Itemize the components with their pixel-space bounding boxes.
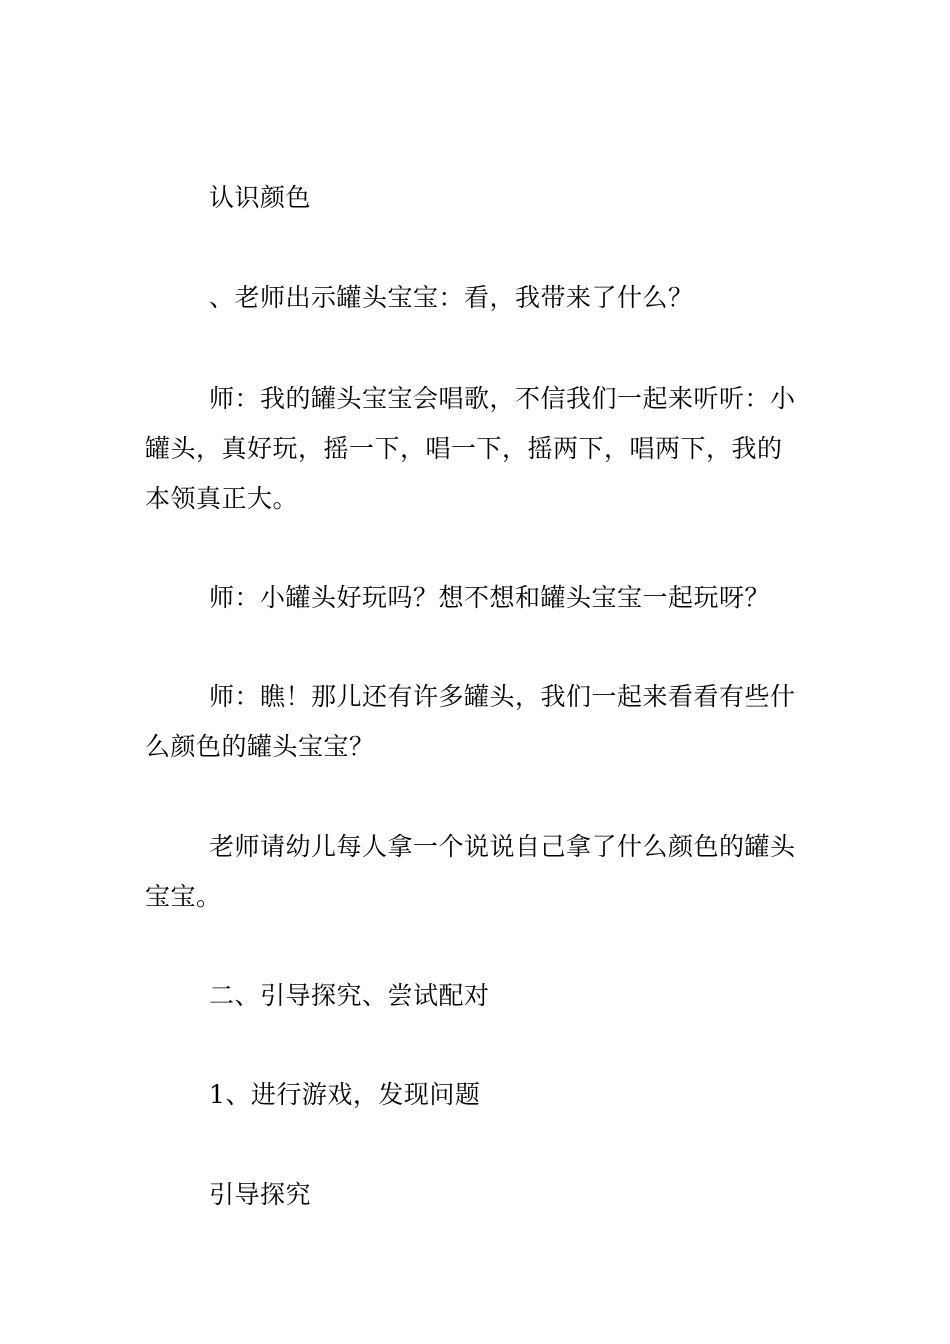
section-heading-guided-exploration: 二、引导探究、尝试配对	[209, 981, 490, 1010]
paragraph-children-pick-can: 老师请幼儿每人拿一个说说自己拿了什么颜色的罐头宝宝。	[145, 832, 796, 911]
subsection-heading-guide-explore: 引导探究	[209, 1180, 312, 1209]
paragraph-can-song: 师：我的罐头宝宝会唱歌，不信我们一起来听听：小罐头，真好玩，摇一下，唱一下，摇两下，唱两下，我的本领真正大。	[145, 384, 796, 513]
paragraph-play-question: 师：小罐头好玩吗？想不想和罐头宝宝一起玩呀？	[209, 583, 771, 612]
section-heading-recognize-colors: 认识颜色	[209, 183, 312, 212]
paragraph-look-at-colors: 师：瞧！那儿还有许多罐头，我们一起来看看有些什么颜色的罐头宝宝？	[145, 682, 796, 761]
paragraph-teacher-shows-can: 、老师出示罐头宝宝：看，我带来了什么？	[209, 283, 694, 312]
subsection-heading-play-game: 1、进行游戏，发现问题	[209, 1080, 481, 1109]
